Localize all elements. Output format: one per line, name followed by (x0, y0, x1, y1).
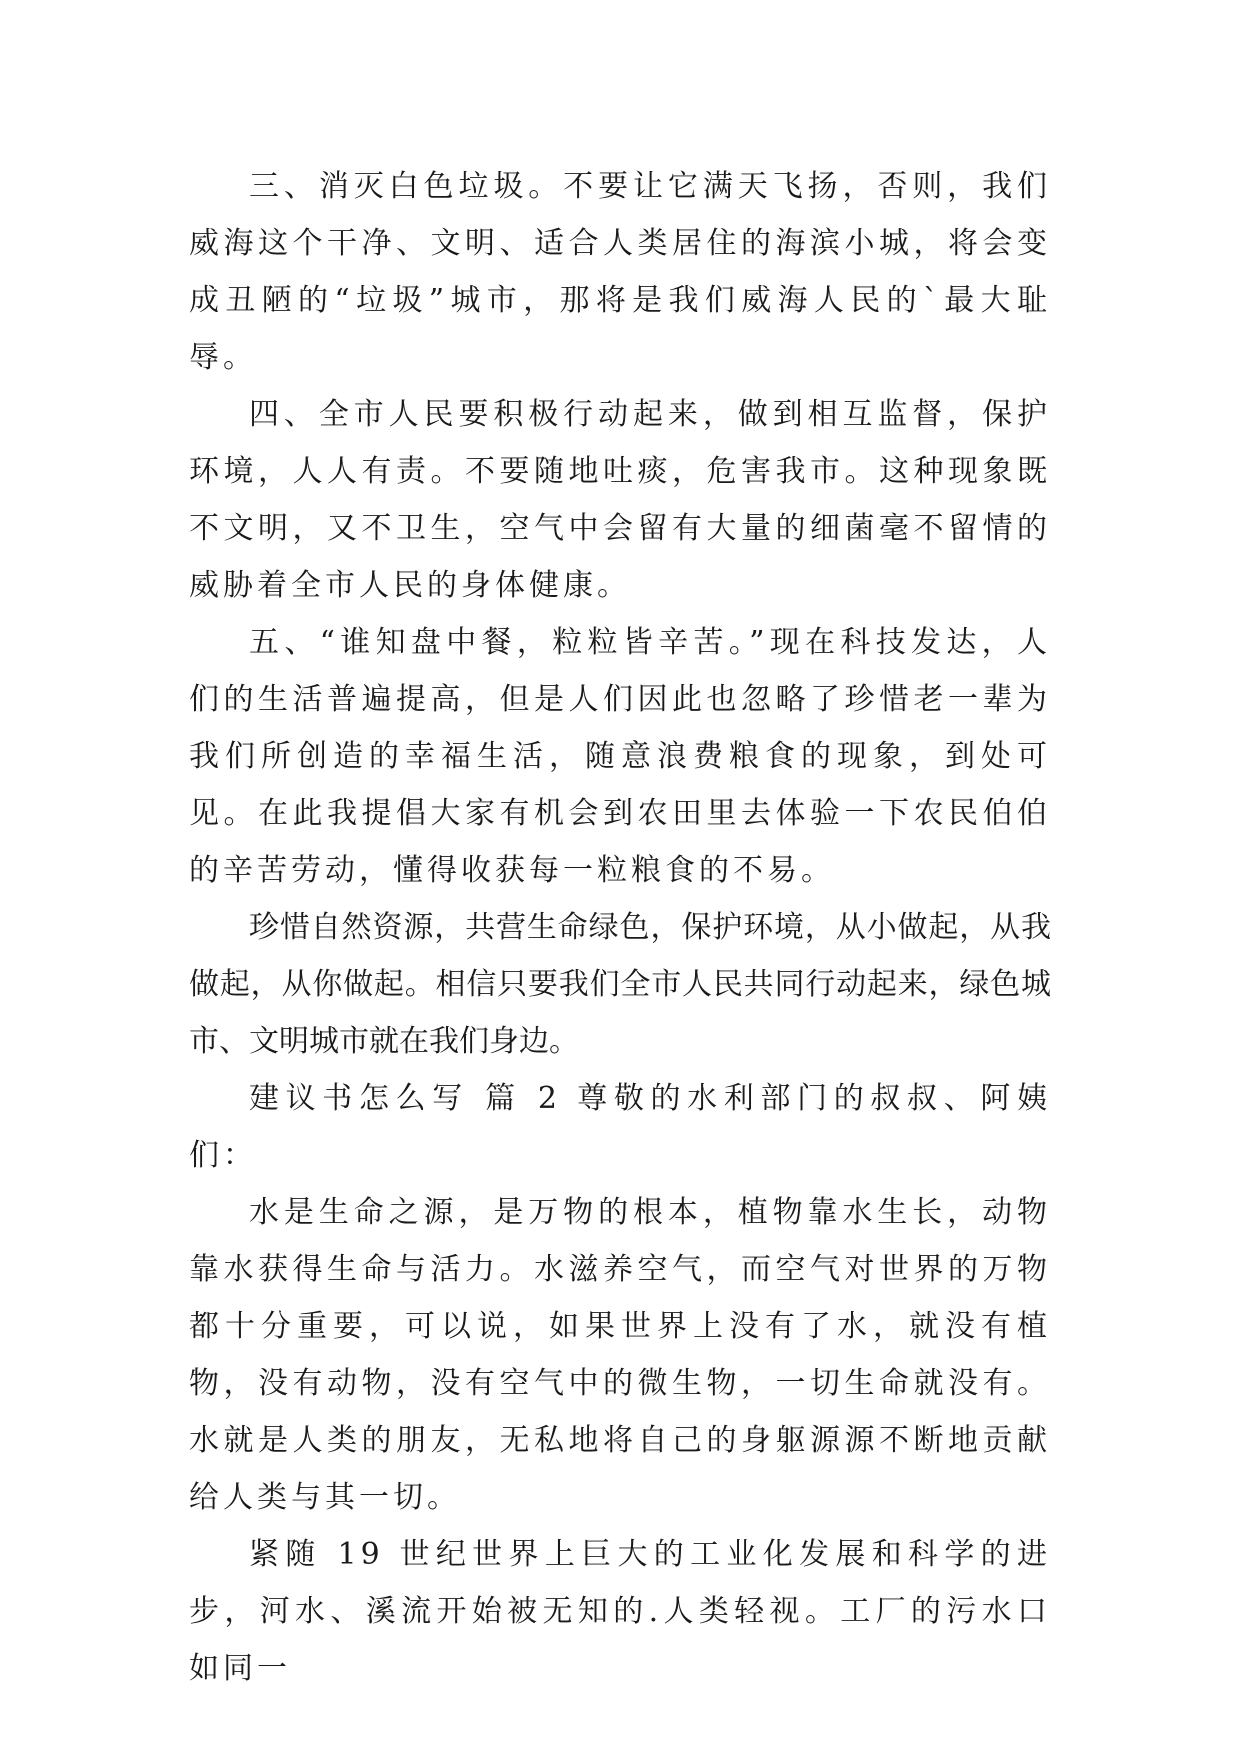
document-body (189, 158, 1051, 1697)
paragraph-section-heading: 建议书怎么写 篇 2 尊敬的水利部门的叔叔、阿姨们： (189, 1081, 1051, 1173)
paragraph-industrialization: 紧随 19 世纪世界上巨大的工业化发展和科学的进步，河水、溪流开始被无知的.人类轻视。工厂的污水口如同一 (189, 1537, 1051, 1686)
paragraph-point-three: 三、消灭白色垃圾。不要让它满天飞扬，否则，我们威海这个干净、文明、适合人类居住的海滨小城，将会变成丑陋的“垃圾”城市，那将是我们威海人民的`最大耻辱。 (189, 169, 1051, 375)
paragraph-point-four: 四、全市人民要积极行动起来，做到相互监督，保护环境，人人有责。不要随地吐痰，危害我市。这种现象既不文明，又不卫生，空气中会留有大量的细菌毫不留情的威胁着全市人民的身体健康。 (189, 397, 1051, 603)
paragraph-point-five: 五、“谁知盘中餐，粒粒皆辛苦。”现在科技发达，人们的生活普遍提高，但是人们因此也忽略了珍惜老一辈为我们所创造的幸福生活，随意浪费粮食的现象，到处可见。在此我提倡大家有机会到农田里去体验一下农民伯伯的辛苦劳动，懂得收获每一粒粮食的不易。 (189, 625, 1051, 888)
paragraph-water-source: 水是生命之源，是万物的根本，植物靠水生长，动物靠水获得生命与活力。水滋养空气，而空气对世界的万物都十分重要，可以说，如果世界上没有了水，就没有植物，没有动物，没有空气中的微生物，一切生命就没有。水就是人类的朋友，无私地将自己的身躯源源不断地贡献给人类与其一切。 (189, 1195, 1051, 1515)
paragraph-closing: 珍惜自然资源，共营生命绿色，保护环境，从小做起，从我做起，从你做起。相信只要我们全市人民共同行动起来，绿色城市、文明城市就在我们身边。 (189, 910, 1051, 1059)
